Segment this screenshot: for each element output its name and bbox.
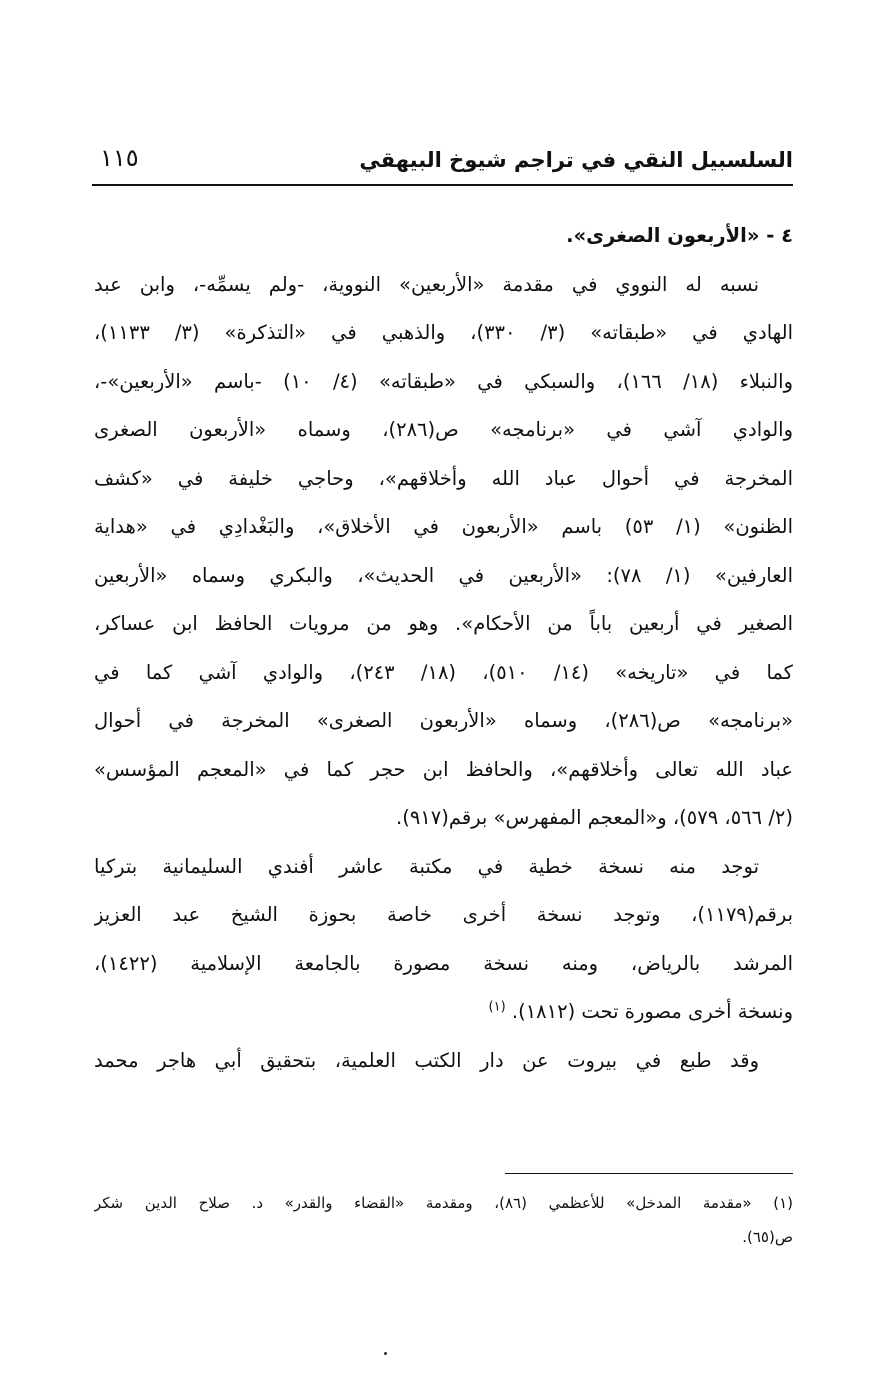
paragraph-line: العارفين» (١/ ٧٨): «الأربعين في الحديث»، والبكري وسماه «الأربعين	[94, 563, 793, 587]
page-number: ١١٥	[100, 144, 139, 172]
paragraph-line: المرشد بالرياض، ومنه نسخة مصورة بالجامعة الإسلامية (١٤٢٢)،	[94, 951, 793, 975]
paragraph-line: وقد طبع في بيروت عن دار الكتب العلمية، بتحقيق أبي هاجر محمد	[94, 1048, 759, 1072]
paragraph-line-with-note	[94, 988, 793, 1037]
running-title: السلسبيل النقي في تراجم شيوخ البيهقي	[359, 148, 793, 172]
footnotes	[94, 1186, 793, 1254]
footnote-line: ص(٦٥).	[742, 1228, 793, 1246]
header-rule	[92, 184, 793, 186]
paragraph-line: كما في «تاريخه» (١٤/ ٥١٠)، (١٨/ ٢٤٣)، والوادي آشي كما في	[94, 660, 793, 684]
paragraph-line: الظنون» (١/ ٥٣) باسم «الأربعون في الأخلاق»، والبَغْدادِي في «هداية	[94, 515, 793, 538]
paragraph-line-text: ونسخة أخرى مصورة تحت (١٨١٢).	[511, 1000, 793, 1023]
footnote-line: (١) «مقدمة المدخل» للأعظمي (٨٦)، ومقدمة «القضاء والقدر» د. صلاح الدين شكر	[94, 1194, 793, 1212]
paragraph-line: المخرجة في أحوال عباد الله وأخلاقهم»، وحاجي خليفة في «كشف	[94, 466, 793, 490]
paragraph-line: برقم(١١٧٩)، وتوجد نسخة أخرى خاصة بحوزة الشيخ عبد العزيز	[94, 903, 793, 926]
paragraph-line: والوادي آشي في «برنامجه» ص(٢٨٦)، وسماه «الأربعون الصغرى	[94, 418, 793, 441]
section-heading: ٤ - «الأربعون الصغرى».	[566, 224, 793, 247]
footnote-separator	[505, 1173, 793, 1174]
paragraph-line: «برنامجه» ص(٢٨٦)، وسماه «الأربعون الصغرى» المخرجة في أحوال	[94, 709, 793, 732]
scan-speck	[384, 1352, 387, 1355]
paragraph-line: توجد منه نسخة خطية في مكتبة عاشر أفندي السليمانية بتركيا	[94, 854, 759, 878]
paragraph-line: عباد الله تعالى وأخلاقهم»، والحافظ ابن حجر كما في «المعجم المؤسس»	[94, 757, 793, 781]
paragraph-line: نسبه له النووي في مقدمة «الأربعين» النووية، -ولم يسمِّه-، وابن عبد	[94, 272, 759, 296]
paragraph-line: الهادي في «طبقاته» (٣/ ٣٣٠)، والذهبي في «التذكرة» (٣/ ١١٣٣)،	[94, 321, 793, 344]
paragraph-line: (٢/ ٥٦٦، ٥٧٩)، و«المعجم المفهرس» برقم(٩١٧).	[396, 806, 793, 829]
page-header	[92, 142, 793, 186]
body-text	[94, 212, 793, 1085]
paragraph-line: الصغير في أربعين باباً من الأحكام». وهو من مرويات الحافظ ابن عساكر،	[94, 612, 793, 635]
footnote-reference[interactable]: (١)	[488, 999, 506, 1015]
paragraph-line: والنبلاء (١٨/ ١٦٦)، والسبكي في «طبقاته» (٤/ ١٠) -باسم «الأربعين»-،	[94, 369, 793, 393]
